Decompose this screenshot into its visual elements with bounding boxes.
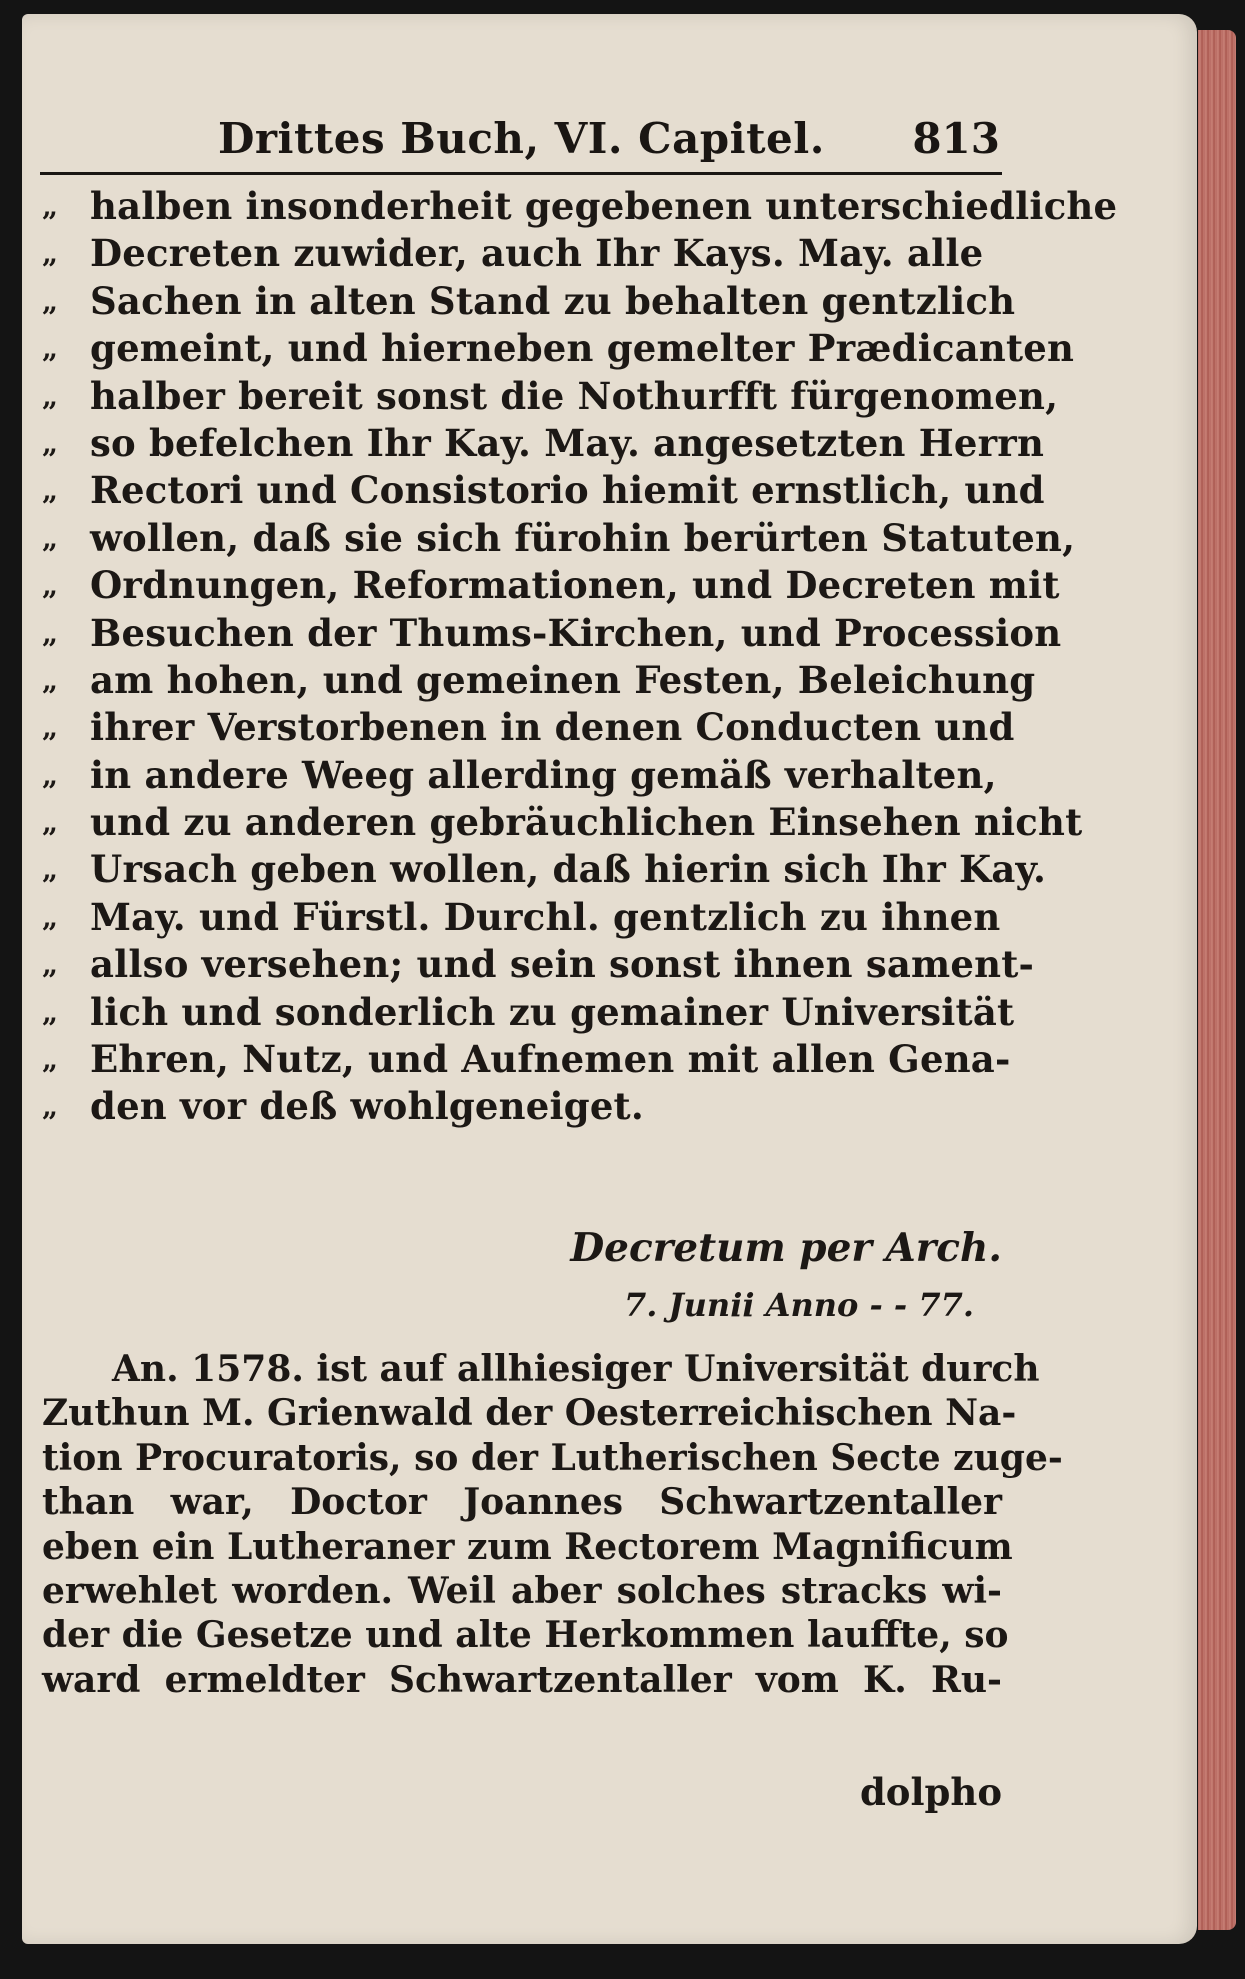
paragraph-line: than war, Doctor Joannes Schwartzentaller — [42, 1481, 1002, 1524]
quote-mark: „ — [42, 284, 59, 318]
quote-text: lich und sonderlich zu gemainer Universität — [90, 989, 1015, 1034]
quote-text: May. und Fürstl. Durchl. gentzlich zu ihnen — [90, 894, 1001, 939]
paragraph-line: erwehlet worden. Weil aber solches stracks wi- — [42, 1569, 1002, 1612]
paragraph-line: eben ein Lutheraner zum Rectorem Magnificum — [42, 1525, 1013, 1568]
quoted-decree — [42, 183, 1118, 1131]
quote-text: wollen, daß sie sich fürohin berürten Statuten, — [90, 515, 1076, 560]
quote-text: am hohen, und gemeinen Festen, Beleichung — [90, 657, 1036, 702]
quote-mark: „ — [42, 426, 59, 460]
paragraph-line: An. 1578. ist auf allhiesiger Universität durch — [112, 1348, 1040, 1390]
quote-text: Sachen in alten Stand zu behalten gentzlich — [90, 278, 1016, 323]
quote-mark: „ — [42, 237, 59, 271]
quote-mark: „ — [42, 711, 59, 745]
page-header — [218, 110, 1000, 172]
quote-line — [42, 704, 1015, 751]
page-number: 813 — [912, 114, 1000, 163]
quote-text: Besuchen der Thums-Kirchen, und Procession — [90, 610, 1062, 655]
catchword: dolpho — [859, 1770, 1002, 1814]
quote-line — [42, 515, 1076, 562]
quote-mark: „ — [42, 474, 59, 508]
quote-text: in andere Weeg allerding gemäß verhalten, — [90, 752, 997, 797]
quote-text: ihrer Verstorbenen in denen Conducten und — [90, 705, 1015, 750]
quote-mark: „ — [42, 1043, 59, 1077]
quote-line — [42, 420, 1045, 467]
quote-line — [42, 846, 1047, 893]
quote-mark: „ — [42, 758, 59, 792]
quote-mark: „ — [42, 521, 59, 555]
paragraph-line: tion Procuratoris, so der Lutherischen Secte zuge- — [42, 1436, 1063, 1479]
quote-line — [42, 894, 1002, 941]
quote-mark: „ — [42, 853, 59, 887]
quote-line — [42, 467, 1045, 514]
quote-text: allso versehen; und sein sonst ihnen sament- — [90, 942, 1035, 987]
paragraph-line: ward ermeldter Schwartzentaller vom K. Ru- — [42, 1658, 1002, 1701]
body-paragraph — [42, 1347, 1063, 1702]
quote-lines — [42, 183, 1118, 1131]
quote-line — [42, 610, 1062, 657]
quote-line — [42, 278, 1016, 325]
quote-text: halber bereit sonst die Nothurfft fürgenomen, — [90, 373, 1059, 418]
signature-line: Decretum per Arch. — [570, 1225, 1002, 1271]
quote-text: Decreten zuwider, auch Ihr Kays. May. alle — [90, 231, 984, 276]
quote-mark: „ — [42, 1090, 59, 1124]
signature-date: 7. Junii Anno - - 77. — [623, 1286, 974, 1324]
quote-line — [42, 657, 1036, 704]
quote-line — [42, 1036, 1011, 1083]
quote-line — [42, 230, 1002, 277]
quote-text: Ordnungen, Reformationen, und Decreten mit — [90, 563, 1060, 608]
quote-line — [42, 562, 1060, 609]
quote-line — [42, 799, 1083, 846]
decree-signature — [42, 1218, 1002, 1332]
paragraph-line: der die Gesetze und alte Herkommen lauffte, so — [42, 1614, 1009, 1657]
quote-line — [42, 989, 1015, 1036]
running-head: Drittes Buch, VI. Capitel. — [218, 114, 825, 163]
quote-text: Ursach geben wollen, daß hierin sich Ihr Kay. — [90, 847, 1047, 892]
quote-mark: „ — [42, 569, 59, 603]
quote-line — [42, 183, 1118, 230]
quote-text: Ehren, Nutz, und Aufnemen mit allen Gena- — [90, 1037, 1011, 1082]
quote-mark: „ — [42, 948, 59, 982]
quote-line — [42, 752, 1002, 799]
quote-line — [42, 1083, 1002, 1130]
quote-text: Rectori und Consistorio hiemit ernstlich, und — [90, 468, 1045, 513]
quote-text: gemeint, und hierneben gemelter Prædicanten — [90, 326, 1075, 371]
paragraph-line: Zuthun M. Grienwald der Oesterreichischen Na- — [42, 1392, 1017, 1435]
page-edge — [1198, 30, 1236, 1930]
quote-mark: „ — [42, 616, 59, 650]
quote-mark: „ — [42, 663, 59, 697]
quote-mark: „ — [42, 900, 59, 934]
quote-mark: „ — [42, 995, 59, 1029]
quote-line — [42, 941, 1035, 988]
quote-line — [42, 373, 1059, 420]
quote-mark: „ — [42, 806, 59, 840]
quote-text: und zu anderen gebräuchlichen Einsehen nicht — [90, 800, 1083, 845]
quote-text: so befelchen Ihr Kay. May. angesetzten Herrn — [90, 420, 1045, 465]
header-rule — [40, 172, 1002, 175]
quote-mark: „ — [42, 190, 59, 223]
quote-text: halben insonderheit gegebenen unterschiedliche — [90, 184, 1118, 228]
quote-text: den vor deß wohlgeneiget. — [90, 1084, 644, 1129]
quote-line — [42, 325, 1075, 372]
quote-mark: „ — [42, 332, 59, 366]
quote-mark: „ — [42, 379, 59, 413]
